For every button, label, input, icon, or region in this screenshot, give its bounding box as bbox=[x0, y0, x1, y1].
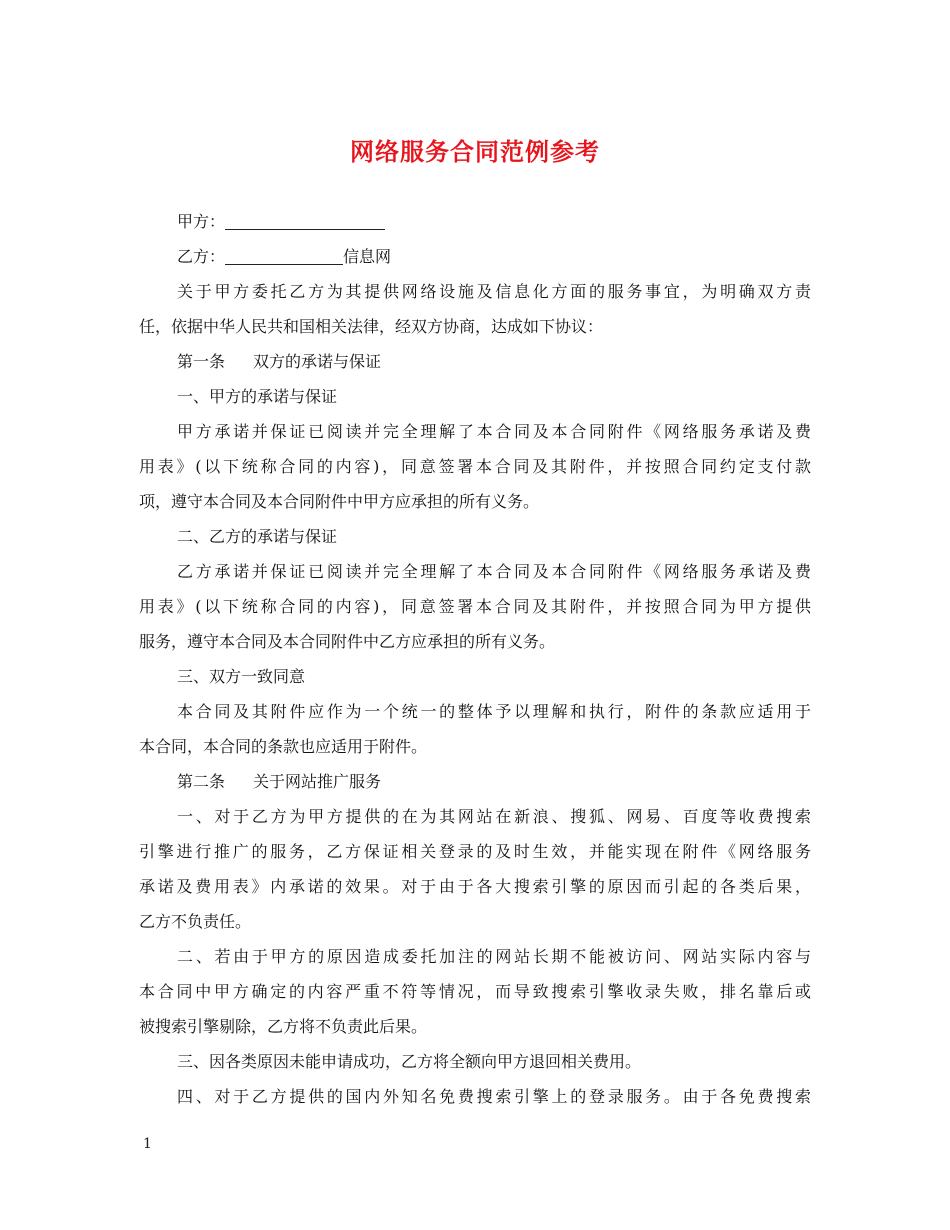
paragraph-line: 被搜索引擎剔除，乙方将不负责此后果。 bbox=[139, 1017, 428, 1036]
paragraph-line: 甲方承诺并保证已阅读并完全理解了本合同及本合同附件《网络服务承诺及费 bbox=[177, 422, 811, 441]
paragraph-line: 四、对于乙方提供的国内外知名免费搜索引擎上的登录服务。由于各免费搜索 bbox=[177, 1087, 811, 1106]
paragraph-line: 用表》(以下统称合同的内容)，同意签署本合同及其附件，并按照合同约定支付款 bbox=[139, 457, 811, 476]
paragraph-line: 用表》(以下统称合同的内容)，同意签署本合同及其附件，并按照合同为甲方提供 bbox=[139, 597, 811, 616]
intro-line: 关于甲方委托乙方为其提供网络设施及信息化方面的服务事宜，为明确双方责 bbox=[177, 282, 811, 301]
paragraph-line: 引擎进行推广的服务，乙方保证相关登录的及时生效，并能实现在附件《网络服务 bbox=[139, 842, 811, 861]
article-2-heading bbox=[139, 764, 811, 799]
party-b-line bbox=[139, 239, 811, 274]
paragraph-line: 项，遵守本合同及本合同附件中甲方应承担的所有义务。 bbox=[139, 492, 540, 511]
section-heading: 三、双方一致同意 bbox=[177, 667, 306, 686]
paragraph-line: 乙方不负责任。 bbox=[139, 912, 252, 931]
page-number: 1 bbox=[143, 1136, 152, 1152]
document-body bbox=[139, 204, 811, 1114]
paragraph-line: 本合同中甲方确定的内容严重不符等情况，而导致搜索引擎收录失败，排名靠后或 bbox=[139, 982, 811, 1001]
document-title: 网络服务合同范例参考 bbox=[350, 137, 600, 166]
party-b-blank bbox=[225, 246, 343, 265]
paragraph-line: 本合同，本合同的条款也应适用于附件。 bbox=[139, 737, 428, 756]
article-number: 第一条 bbox=[177, 352, 226, 371]
paragraph-line: 三、因各类原因未能申请成功，乙方将全额向甲方退回相关费用。 bbox=[177, 1052, 642, 1071]
party-a-line bbox=[139, 204, 811, 239]
article-number: 第二条 bbox=[177, 772, 226, 791]
article-title: 双方的承诺与保证 bbox=[253, 352, 382, 371]
paragraph-line: 本合同及其附件应作为一个统一的整体予以理解和执行，附件的条款应适用于 bbox=[177, 702, 811, 721]
paragraph-line: 一、对于乙方为甲方提供的在为其网站在新浪、搜狐、网易、百度等收费搜索 bbox=[177, 807, 811, 826]
article-1-heading bbox=[139, 344, 811, 379]
paragraph-line: 二、若由于甲方的原因造成委托加注的网站长期不能被访问、网站实际内容与 bbox=[177, 947, 811, 966]
section-heading: 一、甲方的承诺与保证 bbox=[177, 387, 338, 406]
paragraph-line: 服务，遵守本合同及本合同附件中乙方应承担的所有义务。 bbox=[139, 632, 556, 651]
party-b-label: 乙方： bbox=[177, 247, 226, 266]
section-heading: 二、乙方的承诺与保证 bbox=[177, 527, 338, 546]
intro-line: 任，依据中华人民共和国相关法律，经双方协商，达成如下协议： bbox=[139, 317, 604, 336]
party-a-blank bbox=[225, 211, 385, 230]
paragraph-line: 乙方承诺并保证已阅读并完全理解了本合同及本合同附件《网络服务承诺及费 bbox=[177, 562, 811, 581]
party-a-label: 甲方： bbox=[177, 212, 226, 231]
paragraph-line: 承诺及费用表》内承诺的效果。对于由于各大搜索引擎的原因而引起的各类后果， bbox=[139, 877, 811, 896]
party-b-suffix: 信息网 bbox=[343, 247, 392, 266]
article-title: 关于网站推广服务 bbox=[253, 772, 382, 791]
